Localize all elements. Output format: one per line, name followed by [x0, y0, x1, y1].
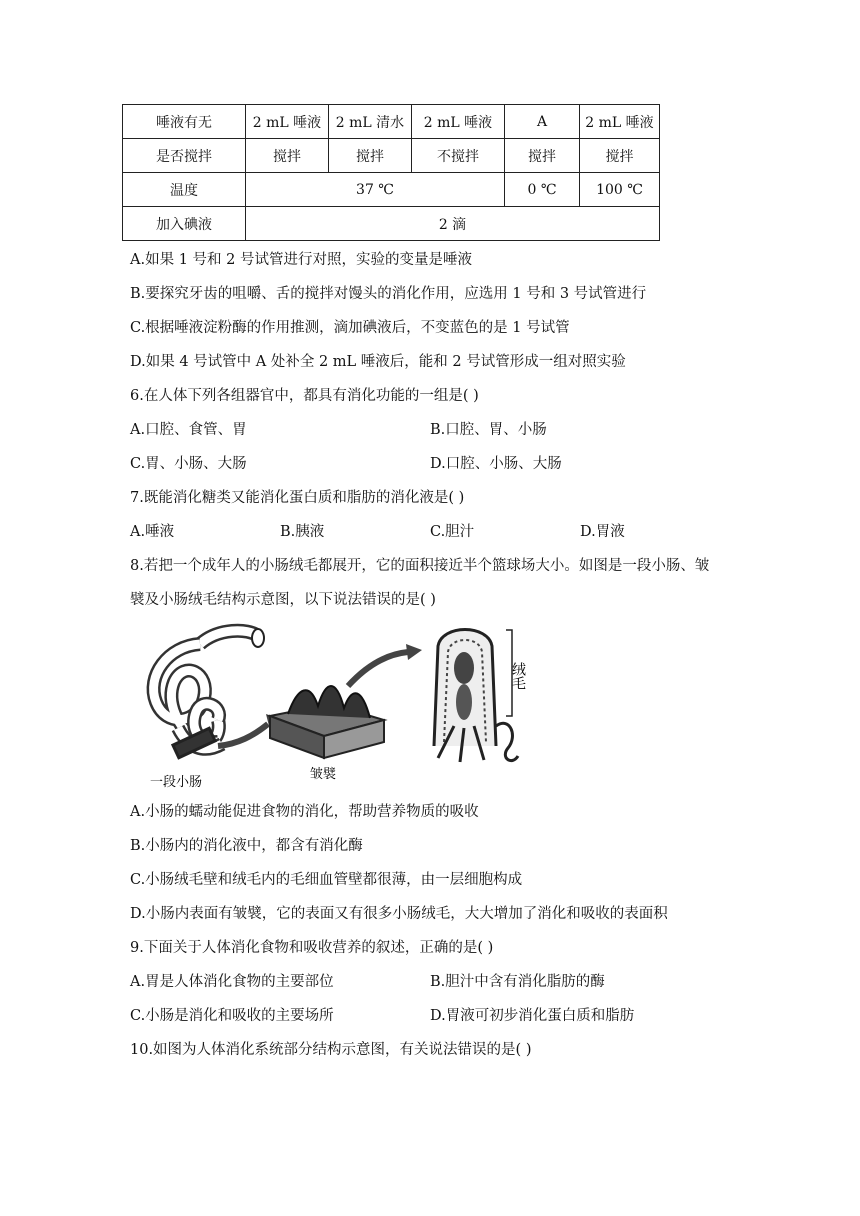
table-cell: 搅拌: [329, 139, 412, 173]
q7-option-d: D.胃液: [580, 524, 625, 540]
q9-option-a: A.胃是人体消化食物的主要部位: [130, 974, 334, 990]
villus-drawing: [434, 630, 518, 763]
table-cell: 是否搅拌: [123, 139, 246, 173]
small-intestine-figure: [138, 616, 558, 796]
q5-option-c: C.根据唾液淀粉酶的作用推测，滴加碘液后，不变蓝色的是 1 号试管: [130, 320, 570, 336]
experiment-table: [122, 104, 660, 241]
q6-option-c: C.胃、小肠、大肠: [130, 456, 247, 472]
q9-option-d: D.胃液可初步消化蛋白质和脂肪: [430, 1008, 635, 1024]
table-cell: A: [505, 105, 580, 139]
q8-option-b: B.小肠内的消化液中，都含有消化酶: [130, 838, 363, 854]
q6-option-d: D.口腔、小肠、大肠: [430, 456, 562, 472]
fold-block-drawing: [270, 686, 384, 758]
table-row: [123, 207, 660, 241]
table-cell: 2 滴: [246, 207, 660, 241]
arrow-to-villus: [348, 652, 408, 686]
q5-option-b: B.要探究牙齿的咀嚼、舌的搅拌对馒头的消化作用，应选用 1 号和 3 号试管进行: [130, 286, 647, 302]
q9-options-row2: [130, 1006, 730, 1026]
q9-option-b: B.胆汁中含有消化脂肪的酶: [430, 974, 605, 990]
q7-option-b: B.胰液: [280, 524, 325, 540]
table-cell: 100 ℃: [580, 173, 660, 207]
table-cell: 不搅拌: [412, 139, 505, 173]
q10-stem: 10.如图为人体消化系统部分结构示意图，有关说法错误的是( ): [130, 1042, 532, 1058]
q9-stem: 9.下面关于人体消化食物和吸收营养的叙述，正确的是( ): [130, 940, 494, 956]
q7-option-a: A.唾液: [130, 524, 175, 540]
table-row: [123, 105, 660, 139]
q7-options: [130, 522, 730, 542]
table-row: [123, 139, 660, 173]
q6-stem: 6.在人体下列各组器官中，都具有消化功能的一组是( ): [130, 388, 479, 404]
table-cell: 唾液有无: [123, 105, 246, 139]
table-cell: 2 mL 唾液: [412, 105, 505, 139]
table-cell: 搅拌: [580, 139, 660, 173]
table-cell: 搅拌: [246, 139, 329, 173]
q6-options-row1: [130, 420, 730, 440]
table-cell: 2 mL 唾液: [246, 105, 329, 139]
q6-options-row2: [130, 454, 730, 474]
q6-option-a: A.口腔、食管、胃: [130, 422, 247, 438]
intestine-diagram: [138, 616, 558, 796]
arrow-head-icon: [406, 644, 422, 660]
q8-stem-line1: 8.若把一个成年人的小肠绒毛都展开，它的面积接近半个篮球场大小。如图是一段小肠、皱: [130, 558, 710, 574]
q5-option-a: A.如果 1 号和 2 号试管进行对照，实验的变量是唾液: [130, 252, 472, 268]
q7-stem: 7.既能消化糖类又能消化蛋白质和脂肪的消化液是( ): [130, 490, 465, 506]
table-cell: 37 ℃: [246, 173, 505, 207]
villus-label: 绒毛: [510, 662, 526, 690]
q7-option-c: C.胆汁: [430, 524, 475, 540]
table-row: [123, 173, 660, 207]
fold-label: 皱襞: [310, 767, 337, 782]
table-cell: 搅拌: [505, 139, 580, 173]
q8-option-d: D.小肠内表面有皱襞，它的表面又有很多小肠绒毛，大大增加了消化和吸收的表面积: [130, 906, 668, 922]
q6-option-b: B.口腔、胃、小肠: [430, 422, 547, 438]
table-cell: 温度: [123, 173, 246, 207]
q8-option-a: A.小肠的蠕动能促进食物的消化，帮助营养物质的吸收: [130, 804, 479, 820]
table-cell: 2 mL 清水: [329, 105, 412, 139]
q8-option-c: C.小肠绒毛壁和绒毛内的毛细血管壁都很薄，由一层细胞构成: [130, 872, 523, 888]
q9-options-row1: [130, 972, 730, 992]
intestine-label: 一段小肠: [150, 775, 203, 790]
table-cell: 2 mL 唾液: [580, 105, 660, 139]
table-cell: 加入碘液: [123, 207, 246, 241]
q8-stem-line2: 襞及小肠绒毛结构示意图，以下说法错误的是( ): [130, 592, 436, 608]
q5-option-d: D.如果 4 号试管中 A 处补全 2 mL 唾液后，能和 2 号试管形成一组对照实验: [130, 354, 626, 370]
q9-option-c: C.小肠是消化和吸收的主要场所: [130, 1008, 334, 1024]
table-cell: 0 ℃: [505, 173, 580, 207]
